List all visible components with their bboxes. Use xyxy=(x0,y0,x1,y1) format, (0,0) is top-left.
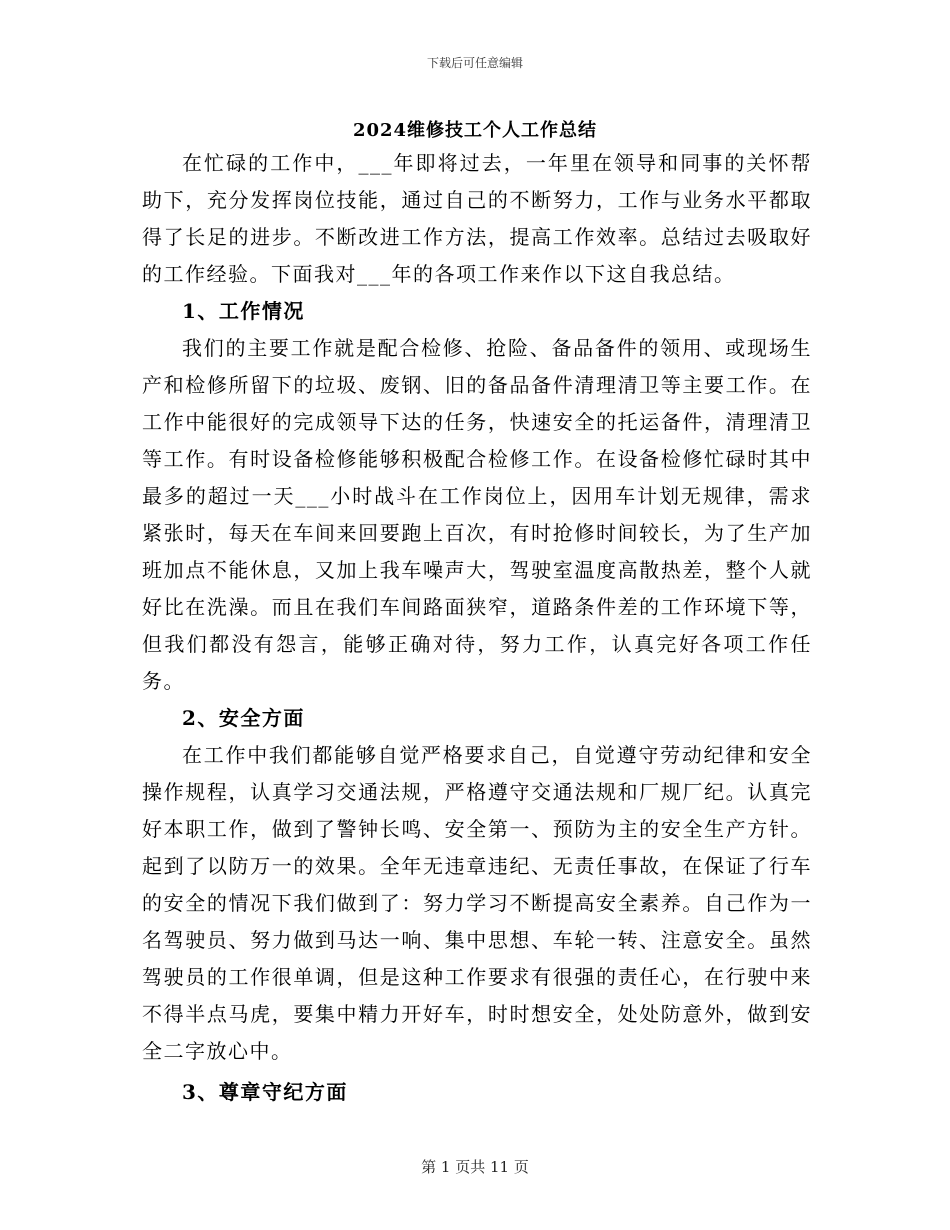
page-number-footer: 第 1 页共 11 页 xyxy=(421,1158,529,1176)
section-heading-work: 1、工作情况 xyxy=(182,299,305,323)
section-body-safety: 在工作中我们都能够自觉严格要求自己，自觉遵守劳动纪律和安全操作规程，认真学习交通法规，严格遵守交通法规和厂规厂纪。认真完好本职工作，做到了警钟长鸣、安全第一、预防为主的安全生产方针。起到了以防万一的效果。全年无违章违纪、无责任事故，在保证了行车的安全的情况下我们做到了：努力学习不断提高安全素养。自己作为一名驾驶员、努力做到马达一响、集中思想、车轮一转、注意安全。虽然驾驶员的工作很单调，但是这种工作要求有很强的责任心，在行驶中来不得半点马虎，要集中精力开好车，时时想安全，处处防意外，做到安全二字放心中。 xyxy=(142,743,812,1063)
section-heading-discipline: 3、尊章守纪方面 xyxy=(182,1080,348,1104)
section-body-work: 我们的主要工作就是配合检修、抢险、备品备件的领用、或现场生产和检修所留下的垃圾、废钢、旧的备品备件清理清卫等主要工作。在工作中能很好的完成领导下达的任务，快速安全的托运备件，清理清卫等工作。有时设备检修能够积极配合检修工作。在设备检修忙碌时其中最多的超过一天___小时战斗在工作岗位上，因用车计划无规律，需求紧张时，每天在车间来回要跑上百次，有时抢修时间较长，为了生产加班加点不能休息，又加上我车噪声大，驾驶室温度高散热差，整个人就好比在洗澡。而且在我们车间路面狭窄，道路条件差的工作环境下等，但我们都没有怨言，能够正确对待，努力工作，认真完好各项工作任务。 xyxy=(142,336,812,693)
document-body xyxy=(142,145,812,1111)
document-title: 2024维修技工个人工作总结 xyxy=(352,120,598,141)
intro-paragraph: 在忙碌的工作中，___年即将过去，一年里在领导和同事的关怀帮助下，充分发挥岗位技能，通过自己的不断努力，工作与业务水平都取得了长足的进步。不断改进工作方法，提高工作效率。总结过去吸取好的工作经验。下面我对___年的各项工作来作以下这自我总结。 xyxy=(142,151,812,286)
header-note: 下载后可任意编辑 xyxy=(426,56,523,70)
section-heading-safety: 2、安全方面 xyxy=(182,706,305,730)
